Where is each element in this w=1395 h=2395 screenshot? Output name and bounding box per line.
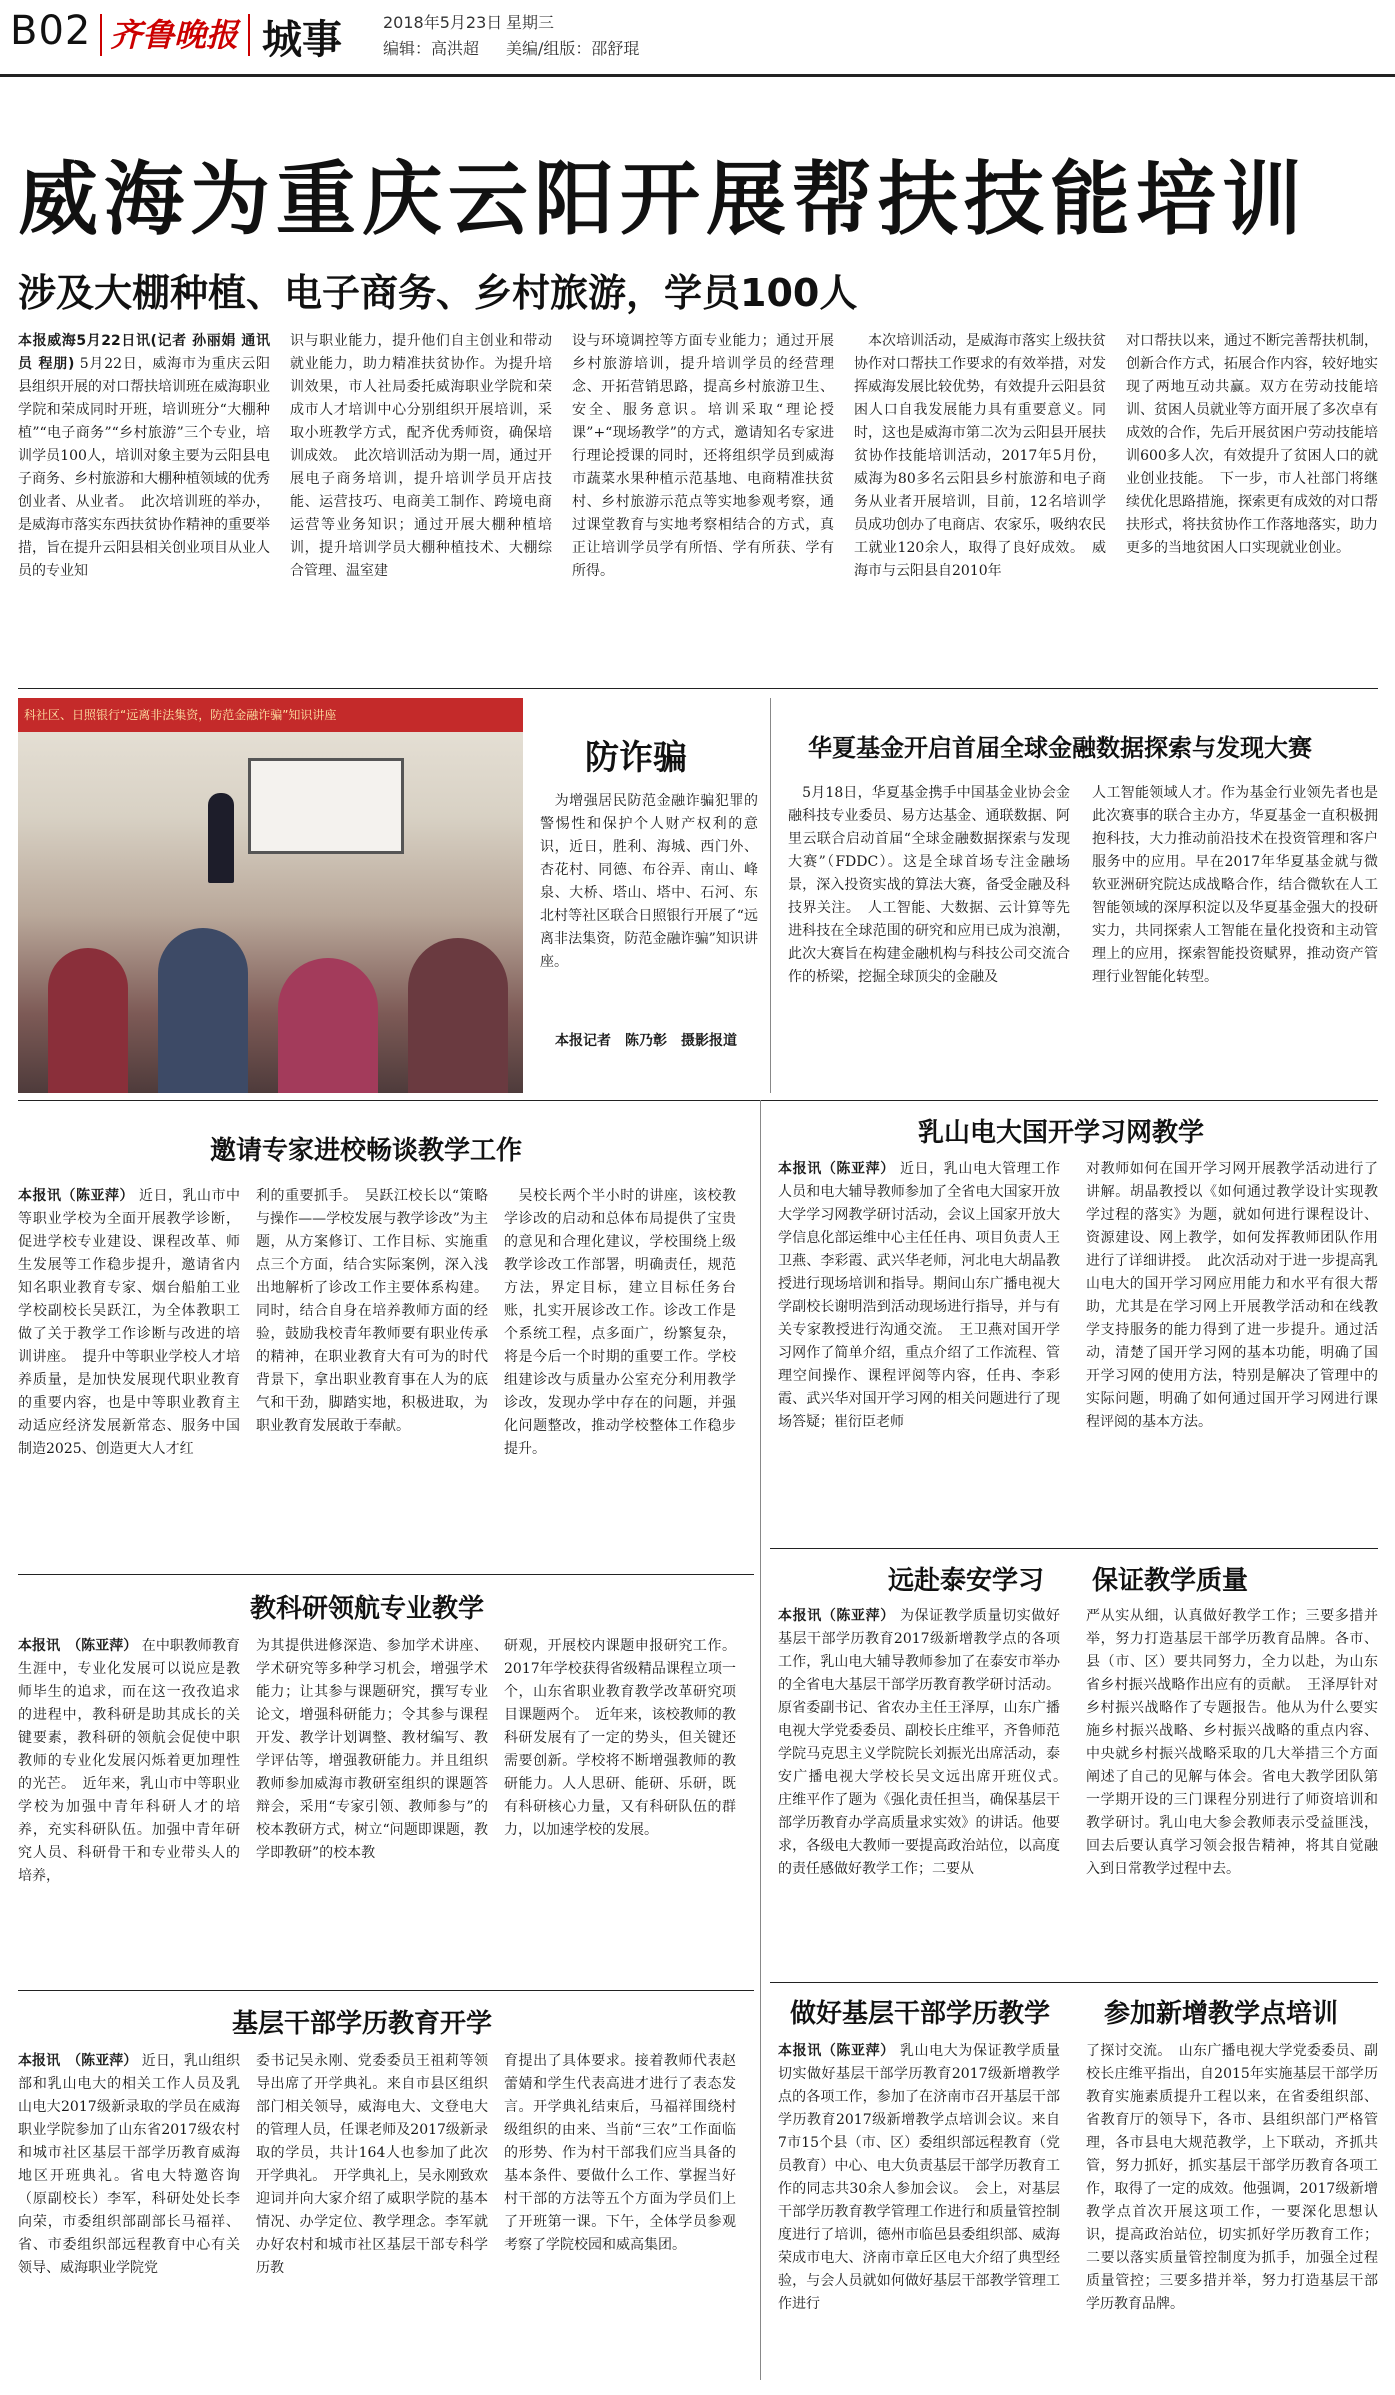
jiaoke-column-2: 为其提供进修深造、参加学术讲座、学术研究等多种学习机会，增强学术能力；让其参与课题研究，撰写专业论文，增强科研能力；令其参与课程开发、教学计划调整、教材编写、教学评估等，增强教研能力。并且组织教师参加威海市教研室组织的课题答辩会，采用“专家引领、教师参与”的校本教研方式，树立“问题即课题，教学即教研”的校本教 (256, 1638, 488, 1861)
huaxia-column-2: 人工智能领域人才。作为基金行业领先者也是此次赛事的联合主办方，华夏基金一直积极拥抱科技，大力推动前沿技术在投资管理和客户服务中的应用。早在2017年华夏基金就与微软亚洲研究院达成战略合作，结合微软在人工智能领域的深厚积淀以及华夏基金强大的投研实力，共同探索人工智能在量化投资和主动管理上的应用，探索智能投资赋界，推动资产管理行业智能化转型。 (1092, 785, 1378, 985)
lead-col1-text: 5月22日，威海市为重庆云阳县组织开展的对口帮扶培训班在威海职业学院和荣成同时开班，培训班分“大棚种植”“电子商务”“乡村旅游”三个专业，培训学员100人，培训对象主要为云阳县电子商务、乡村旅游和大棚种植领域的优秀创业者、从业者。 此次培训班的举办，是威海市落实东西扶贫协作精神的重要举措，旨在提升云阳县相关创业项目从业人员的专业知 (18, 356, 270, 579)
jiaoke-column-1 (18, 1635, 240, 1975)
header-divider (100, 14, 102, 56)
photo-audience-1 (48, 948, 128, 1093)
yaoqing-byline: 本报讯（陈亚萍） (18, 1188, 135, 1204)
photo-speaker (208, 793, 234, 883)
zuohao-col1-text: 乳山电大为保证教学质量切实做好基层干部学历教育2017级新增教学点的各项工作，参加了在济南市召开基层干部学历教育2017级新增教学点培训会议。来自7市15个县（市、区）委组织部远程教育（党员教育）中心、电大负责基层干部学历教育工作的同志共30余人参加会议。 会上，对基层干部学历教育教学管理工作进行和质量管控制度进行了培训，德州市临邑县委组织部、威海荣成市电大、济南市章丘区电大介绍了典型经验，与会人员就如何做好基层干部教学管理工作进行 (778, 2043, 1061, 2312)
jiaoke-byline: 本报讯 （陈亚萍） (18, 1638, 138, 1654)
rushan-col1-text: 近日，乳山电大管理工作人员和电大辅导教师参加了全省电大国家开放大学学习网教学研讨活动，会议上国家开放大学信息化部运维中心主任任冉、项目负责人王卫燕、李彩霞、武兴华老师，河北电大胡晶教授进行现场培训和指导。期间山东广播电视大学副校长谢明浩到活动现场进行指导，并与有关专家教授进行沟通交流。 王卫燕对国开学习网作了简单介绍，重点介绍了工作流程、管理空间操作、课程评阅等内容，任冉、李彩霞、武兴华对国开学习网的相关问题进行了现场答疑；崔衍臣老师 (778, 1161, 1061, 1430)
lead-column-5: 对口帮扶以来，通过不断完善帮扶机制，创新合作方式，拓展合作内容，较好地实现了两地互动共赢。双方在劳动技能培训、贫困人员就业等方面开展了多次卓有成效的合作，先后开展贫困户劳动技能培训600多人次，有效提升了贫困人口的就业创业技能。 下一步，市人社部门将继续优化思路措施，探索更有成效的对口帮扶形式，将扶贫协作工作落地落实，助力更多的当地贫困人口实现就业创业。 (1126, 333, 1378, 556)
yuanfu-column-2: 严从实从细，认真做好教学工作；三要多措并举，努力打造基层干部学历教育品牌。各市、县（市、区）要共同努力，全力以赴，为山东省乡村振兴战略作出应有的贡献。 王泽厚针对乡村振兴战略作了专题报告。他从为什么要实施乡村振兴战略、乡村振兴战略的重点内容、中央就乡村振兴战略采取的几大举措三个方面阐述了自己的见解与体会。省电大教学团队第一学期开设的三门课程分别进行了师资培训和教学研讨。乳山电大参会教师表示受益匪浅，回去后要认真学习领会报告精神，将其自觉融入到日常教学过程中去。 (1086, 1608, 1378, 1877)
zuohao-byline: 本报讯（陈亚萍） (778, 2043, 895, 2059)
zuohao-column-1 (778, 2040, 1060, 2380)
rushan-column-1 (778, 1158, 1060, 1538)
photo-screen (248, 758, 404, 854)
page-number: B02 (10, 8, 92, 54)
photo-audience-2 (158, 928, 248, 1093)
header-editor: 编辑：高洪超 (383, 39, 480, 58)
paper-logo: 齐鲁晚报 (110, 16, 239, 54)
header-designer: 美编/组版：邵舒琨 (506, 39, 640, 58)
huaxia-title: 华夏基金开启首届全球金融数据探索与发现大赛 (808, 734, 1312, 762)
section-name: 城事 (262, 17, 342, 63)
mid-rule (18, 1100, 1378, 1101)
left-right-divider (760, 1100, 761, 2380)
yaoqing-col1-text: 近日，乳山市中等职业学校为全面开展教学诊断，促进学校专业建设、课程改革、师生发展等工作稳步提升，邀请省内知名职业教育专家、烟台船舶工业学校副校长吴跃江，为全体教职工做了关于教学工作诊断与改进的培训讲座。 提升中等职业学校人才培养质量，是加快发展现代职业教育的重要内容，也是中等职业教育主动适应经济发展新常态、服务中国制造2025、创造更大人才红 (18, 1188, 241, 1457)
right-rule-3 (770, 1982, 1378, 1983)
header-rule (0, 74, 1395, 77)
yuanfu-title: 远赴泰安学习 (888, 1566, 1045, 1596)
photo-audience-4 (408, 938, 508, 1093)
antifraud-divider (770, 698, 771, 1093)
event-photo (18, 698, 523, 1093)
rushan-byline: 本报讯（陈亚萍） (778, 1161, 895, 1177)
canjia-column-1: 了探讨交流。 山东广播电视大学党委委员、副校长庄维平指出，自2015年实施基层干部学历教育实施素质提升工程以来，在省委组织部、省教育厅的领导下，各市、县组织部门严格管理，各市县电大规范教学，上下联动，齐抓共管，努力抓好，抓实基层干部学历教育各项工作，取得了一定的成效。他强调，2017级新增教学点首次开展这项工作，一要深化思想认识，提高政治站位，切实抓好学历教育工作；二要以落实质量管控制度为抓手，加强全过程质量管控；三要多措并举，努力打造基层干部学历教育品牌。 (1086, 2043, 1378, 2312)
yaoqing-column-3: 吴校长两个半小时的讲座，该校教学诊改的启动和总体布局提供了宝贵的意见和合理化建议，学校围绕上级教学诊改工作部署，明确责任，规范方法，界定目标，建立目标任务台账，扎实开展诊改工作。诊改工作是个系统工程，点多面广，纷繁复杂，将是今后一个时期的重要工作。学校组建诊改与质量办公室充分利用教学诊改，发现办学中存在的问题，并强化问题整改，推动学校整体工作稳步提升。 (504, 1188, 736, 1457)
lead-bottom-rule (18, 688, 1378, 689)
jiaoke-col1-text: 在中职教师教育生涯中，专业化发展可以说应是教师毕生的追求，而在这一孜孜追求的进程中，教科研是助其成长的关键要素，教科研的领航会促使中职教师的专业化发展闪烁着更加理性的光芒。 近年来，乳山市中等职业学校为加强中青年科研人才的培养，充实科研队伍。加强中青年研究人员、科研骨干和专业带头人的培养， (18, 1638, 241, 1884)
yaoqing-column-2: 利的重要抓手。 吴跃江校长以“策略与操作——学校发展与教学诊改”为主题，从方案修订、工作目标、实施重点三个方面，结合实际案例，深入浅出地解析了诊改工作主要体系构建。同时，结合自身在培养教师方面的经验，鼓励我校青年教师要有职业传承的精神，在职业教育大有可为的时代背景下，拿出职业教育事在人为的底气和干劲，脚踏实地，积极进取，为职业教育发展敢于奉献。 (256, 1188, 488, 1434)
huaxia-column-1: 5月18日，华夏基金携手中国基金业协会金融科技专业委员、易方达基金、通联数据、阿里云联合启动首届“全球金融数据探索与发现大赛”（FDDC）。这是全球首场专注金融场景，深入投资实战的算法大赛，备受金融及科技界关注。 人工智能、大数据、云计算等先进科技在全球范围的研究和应用已成为浪潮，此次大赛旨在构建金融机构与科技公司交流合作的桥梁，挖掘全球顶尖的金融及 (788, 785, 1070, 985)
antifraud-credit: 本报记者 陈乃彰 摄影报道 (555, 1033, 737, 1049)
jiceng-column-2: 委书记吴永刚、党委委员王祖莉等领导出席了开学典礼。来自市县区组织部门相关领导，威海电大、文登电大的管理人员，任课老师及2017级新录取的学员，共计164人也参加了此次开学典礼。 开学典礼上，吴永刚致欢迎词并向大家介绍了威职学院的基本情况、办学定位、教学理念。李军就办好农村和城市社区基层干部专科学历教 (256, 2053, 488, 2276)
yuanfu-column-1 (778, 1605, 1074, 1975)
lead-byline: 本报威海5月22日讯(记者 孙丽娟 通讯员 程朋) (18, 333, 270, 372)
left-rule-2 (18, 1574, 754, 1575)
photo-banner-text: 科社区、日照银行“远离非法集资，防范金融诈骗”知识讲座 (24, 708, 337, 722)
yuanfu-col1-text: 为保证教学质量切实做好基层干部学历教育2017级新增教学点的各项工作，乳山电大辅导教师参加了在泰安市举办的全省电大基层干部学历教育教学研讨活动。原省委副书记、省农办主任王泽厚，山东广播电视大学党委委员、副校长庄维平，齐鲁师范学院马克思主义学院院长刘振光出席活动，泰安广播电视大学校长吴文远出席开班仪式。 庄维平作了题为《强化责任担当，确保基层干部学历教育办学高质量求实效》的讲话。他要求，各级电大教师一要提高政治站位，以高度的责任感做好教学工作；二要从 (778, 1608, 1074, 1877)
jiceng-column-1 (18, 2050, 240, 2380)
antifraud-body: 为增强居民防范金融诈骗犯罪的警惕性和保护个人财产权利的意识，近日，胜利、海城、西门外、杏花村、同德、布谷弄、南山、峰泉、大桥、塔山、塔中、石河、东北村等社区联合日照银行开展了“远离非法集资，防范金融诈骗”知识讲座。 (540, 793, 758, 970)
lead-column-2: 识与职业能力，提升他们自主创业和带动就业能力，助力精准扶贫协作。为提升培训效果，市人社局委托威海职业学院和荣成市人才培训中心分别组织开展培训，采取小班教学方式，配齐优秀师资，确保培训成效。 此次培训活动为期一周，通过开展电子商务培训，提升培训学员开店技能、运营技巧、电商美工制作、跨境电商运营等业务知识；通过开展大棚种植培训，提升培训学员大棚种植技术、大棚综合管理、温室建 (290, 333, 552, 579)
right-rule-2 (770, 1548, 1378, 1549)
lead-column-1 (18, 330, 270, 680)
rushan-column-2: 对教师如何在国开学习网开展教学活动进行了讲解。胡晶教授以《如何通过教学设计实现教学过程的落实》为题，就如何进行课程设计、资源建设、网上教学，如何发挥教师团队作用进行了详细讲授。 此次活动对于进一步提高乳山电大的国开学习网应用能力和水平有很大帮助，尤其是在学习网上开展教学活动和在线教学支持服务的能力得到了进一步提升。通过活动，清楚了国开学习网的基本功能，明确了国开学习网的使用方法，特别是解决了管理中的实际问题，明确了如何通过国开学习网进行课程评阅的基本方法。 (1086, 1161, 1378, 1430)
jiceng-col1-text: 近日，乳山组织部和乳山电大的相关工作人员及乳山电大2017级新录取的学员在威海职业学院参加了山东省2017级农村和城市社区基层干部学历教育威海地区开班典礼。省电大特邀咨询（原副校长）李军，科研处处长李向荣，市委组织部副部长马福祥、省、市委组织部远程教育中心有关领导、威海职业学院党 (18, 2053, 241, 2276)
jiceng-title: 基层干部学历教育开学 (232, 2009, 493, 2039)
header-divider-2 (248, 14, 250, 56)
yuanfu-byline: 本报讯（陈亚萍） (778, 1608, 895, 1624)
header-weekday: 星期三 (506, 13, 555, 32)
lead-subheadline: 涉及大棚种植、电子商务、乡村旅游，学员100人 (18, 271, 858, 315)
baozheng-title: 保证教学质量 (1092, 1566, 1249, 1596)
lead-column-3: 设与环境调控等方面专业能力；通过开展乡村旅游培训，提升培训学员的经营理念、开拓营销思路，提高乡村旅游卫生、安全、服务意识。培训采取“理论授课”+“现场教学”的方式，邀请知名专家进行理论授课的同时，还将组织学员到威海市蔬菜水果种植示范基地、电商精准扶贫村、乡村旅游示范点等实地参观考察，通过课堂教育与实地考察相结合的方式，真正让培训学员学有所悟、学有所获、学有所得。 (572, 333, 834, 579)
jiaoke-title: 教科研领航专业教学 (250, 1594, 485, 1624)
lead-headline: 威海为重庆云阳开展帮扶技能培训 (18, 153, 1308, 246)
left-rule-3 (18, 1990, 754, 1991)
jiceng-column-3: 育提出了具体要求。接着教师代表赵蕾婧和学生代表高进才进行了表态发言。开学典礼结束后，马福祥围绕村级组织的由来、当前“三农”工作面临的形势、作为村干部我们应当具备的基本条件、要做什么工作、掌握当好村干部的方法等五个方面为学员们上了开班第一课。下午，全体学员参观考察了学院校园和威高集团。 (504, 2053, 736, 2253)
yaoqing-title: 邀请专家进校畅谈教学工作 (210, 1136, 523, 1166)
jiaoke-column-3: 研观，开展校内课题申报研究工作。2017年学校获得省级精品课程立项一个，山东省职业教育教学改革研究项目课题两个。 近年来，该校教师的教科研发展有了一定的势头，但关键还需要创新。学校将不断增强教师的教研能力。人人思研、能研、乐研，既有科研核心力量，又有科研队伍的群力，以加速学校的发展。 (504, 1638, 736, 1838)
antifraud-title: 防诈骗 (585, 738, 687, 778)
photo-audience-3 (278, 958, 378, 1093)
zuohao-title: 做好基层干部学历教学 (790, 1999, 1051, 2029)
header-date: 2018年5月23日 (383, 13, 503, 32)
canjia-title: 参加新增教学点培训 (1104, 1999, 1339, 2029)
yaoqing-column-1 (18, 1185, 240, 1565)
lead-column-4: 本次培训活动，是威海市落实上级扶贫协作对口帮扶工作要求的有效举措，对发挥威海发展比较优势，有效提升云阳县贫困人口自我发展能力具有重要意义。同时，这也是威海市第二次为云阳县开展扶贫协作技能培训活动，2017年5月份，威海为80多名云阳县乡村旅游和电子商务从业者开展培训，目前，12名培训学员成功创办了电商店、农家乐，吸纳农民工就业120余人，取得了良好成效。 威海市与云阳县自2010年 (854, 333, 1106, 579)
jiceng-byline: 本报讯 （陈亚萍） (18, 2053, 138, 2069)
rushan-title: 乳山电大国开学习网教学 (918, 1118, 1205, 1148)
